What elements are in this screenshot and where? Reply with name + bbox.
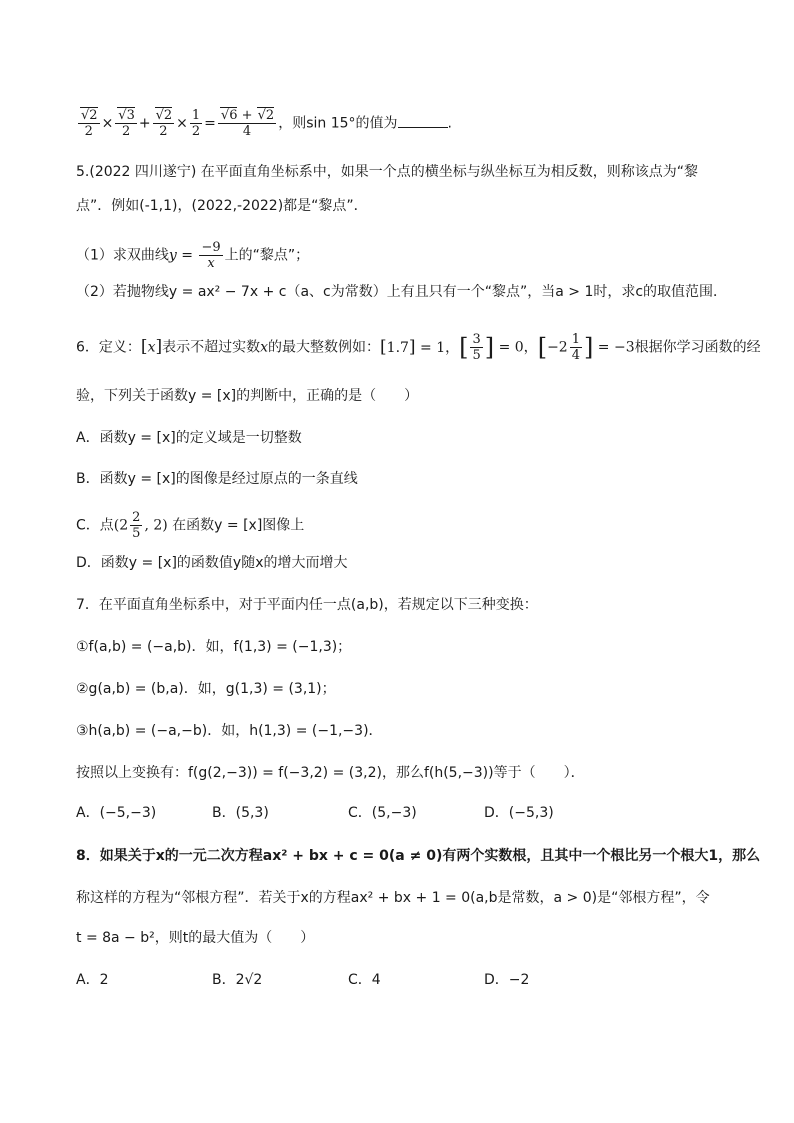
q8-line2: 称这样的方程为“邻根方程”．若关于x的方程ax² + bx + 1 = 0(a,b是常数，a > 0)是“邻根方程”，令 bbox=[76, 890, 710, 906]
q8-option-c[interactable]: C．4 bbox=[348, 972, 381, 988]
q7-intro: 7．在平面直角坐标系中，对于平面内任一点(a,b)，若规定以下三种变换： bbox=[76, 597, 538, 613]
q5-part1: （1）求双曲线y = $\frac{-9}{x}$ 上的“黎点”； bbox=[76, 240, 310, 271]
frac-sqrt3-over-2: $\frac{√3}{2}$ bbox=[115, 108, 137, 139]
q7-option-b[interactable]: B．(5,3) bbox=[212, 805, 269, 821]
frac-1-over-2: $\frac{1}{2}$ bbox=[191, 108, 201, 139]
q8-line3: t = 8a − b²，则t的最大值为（ ） bbox=[76, 930, 315, 946]
frac-sqrt2-over-2: $\frac{√2}{2}$ bbox=[153, 108, 175, 139]
q7-question: 按照以上变换有：f(g(2,−3)) = f(−3,2) = (3,2)，那么f(h(5,−3))等于（ ）． bbox=[76, 765, 585, 781]
q6-line1: 6．定义：[x]表示不超过实数x的最大整数例如：[1.7] = 1，[ $\frac{3}{5}$ ] = 0，[−2 $\frac{1}{4}$ ] = −3根据你学习函数的经 bbox=[76, 332, 761, 363]
q7-option-a[interactable]: A．(−5,−3) bbox=[76, 805, 157, 821]
frac-2-over-5: $\frac{2}{5}$ bbox=[132, 510, 141, 541]
q4-suffix: ，则sin 15°的值为 bbox=[278, 115, 398, 132]
q5-line2: 点”．例如(-1,1)，(2022,-2022)都是“黎点”． bbox=[76, 198, 368, 214]
frac-minus9-over-x: $\frac{-9}{x}$ bbox=[201, 240, 221, 271]
q8-options bbox=[76, 970, 620, 990]
q5-part2: （2）若抛物线y = ax² − 7x + c（a、c为常数）上有且只有一个“黎点”，当a > 1时，求c的取值范围． bbox=[76, 284, 728, 300]
q7-option-c[interactable]: C．(5,−3) bbox=[348, 805, 417, 821]
q8-line1: 8．如果关于x的一元二次方程ax² + bx + c = 0(a ≠ 0)有两个实数根，且其中一个根比另一个根大1，那么 bbox=[76, 848, 761, 864]
q4-formula-line: $\frac{√2}{2}$ × $\frac{√3}{2}$ + $\frac{√2}{2}$ × $\frac{1}{2}$ = $\frac{√6 + √2}{4}$ ，则sin 15°的值为 . bbox=[76, 108, 452, 139]
q6-option-c[interactable]: C．点(2 $\frac{2}{5}$ , 2) 在函数y = [x]图像上 bbox=[76, 510, 305, 541]
q7-transform-f: ①f(a,b) = (−a,b)．如，f(1,3) = (−1,3)； bbox=[76, 639, 352, 655]
q7-option-d[interactable]: D．(−5,3) bbox=[484, 805, 554, 821]
frac-sqrt2-over-2: $\frac{√2}{2}$ bbox=[78, 108, 100, 139]
q6-line2: 验，下列关于函数y = [x]的判断中，正确的是（ ） bbox=[76, 388, 419, 404]
q7-options bbox=[76, 803, 620, 823]
answer-blank[interactable] bbox=[398, 115, 448, 128]
q6-option-b[interactable]: B．函数y = [x]的图像是经过原点的一条直线 bbox=[76, 471, 358, 487]
q6-option-d[interactable]: D．函数y = [x]的函数值y随x的增大而增大 bbox=[76, 555, 348, 571]
q6-option-a[interactable]: A．函数y = [x]的定义域是一切整数 bbox=[76, 430, 302, 446]
q7-transform-h: ③h(a,b) = (−a,−b)．如，h(1,3) = (−1,−3)． bbox=[76, 723, 383, 739]
q7-transform-g: ②g(a,b) = (b,a)．如，g(1,3) = (3,1)； bbox=[76, 681, 336, 697]
frac-3-over-5: $\frac{3}{5}$ bbox=[472, 332, 481, 363]
frac-1-over-4: $\frac{1}{4}$ bbox=[571, 332, 580, 363]
q5-line1: 5.(2022 四川遂宁) 在平面直角坐标系中，如果一个点的横坐标与纵坐标互为相反数，则称该点为“黎 bbox=[76, 164, 699, 180]
frac-sqrt6-plus-sqrt2-over-4: $\frac{√6 + √2}{4}$ bbox=[218, 108, 276, 139]
q8-option-a[interactable]: A．2 bbox=[76, 972, 109, 988]
q8-option-d[interactable]: D．−2 bbox=[484, 972, 530, 988]
q8-option-b[interactable]: B．2√2 bbox=[212, 972, 263, 988]
